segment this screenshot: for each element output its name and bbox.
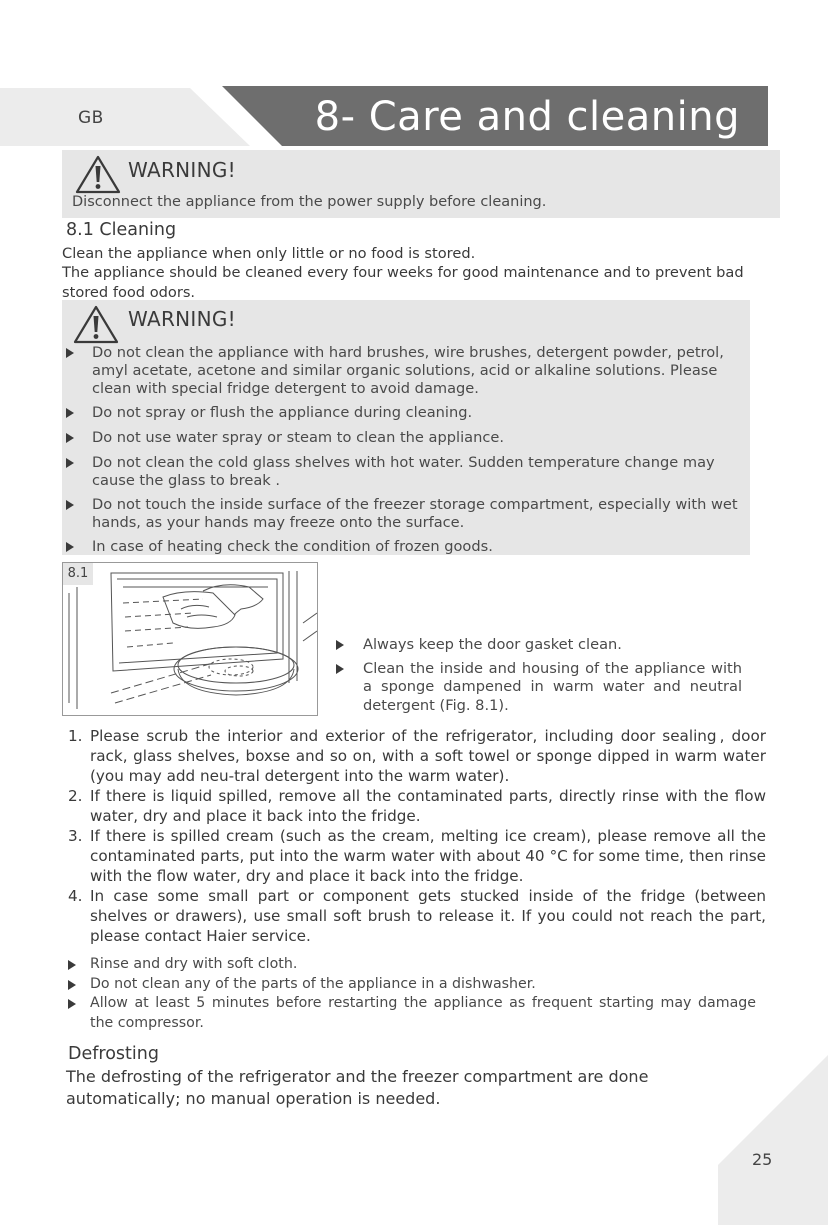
header-left-tab (0, 88, 250, 146)
figure-label: 8.1 (63, 563, 93, 585)
list-item: Always keep the door gasket clean. (332, 636, 742, 655)
side-instruction-list (332, 636, 742, 715)
page-number: 25 (752, 1150, 773, 1169)
warning-triangle-icon (72, 304, 120, 344)
list-item: 3. If there is spilled cream (such as the cream, melting ice cream), please remove all the contaminated parts, put into the warm water with about 40 °C for some time, then rinse with the flow water, dry and place it back into the fridge. (68, 827, 766, 885)
list-item: Do not clean any of the parts of the appliance in a dishwasher. (66, 975, 756, 995)
list-item: Do not spray or flush the appliance during cleaning. (62, 404, 750, 422)
bullet-arrow-icon (336, 664, 344, 674)
bullet-arrow-icon (66, 348, 74, 358)
bullet-arrow-icon (68, 980, 76, 990)
section-title: 8.1 Cleaning (66, 220, 177, 240)
warning-triangle-icon (74, 154, 122, 194)
bullet-arrow-icon (68, 999, 76, 1009)
bullet-arrow-icon (68, 960, 76, 970)
bullet-arrow-icon (336, 640, 344, 650)
list-item: Do not touch the inside surface of the freezer storage compartment, especially with wet hands, as your hands may freeze onto the surface. (62, 496, 750, 532)
page-title: 8- Care and cleaning (314, 94, 740, 140)
list-item: Do not use water spray or steam to clean the appliance. (62, 429, 750, 447)
list-item: 4. In case some small part or component gets stucked inside of the fridge (between shelves or drawers), use small soft brush to release it. If you could not reach the part, please contact Haier service. (68, 887, 766, 945)
bullet-arrow-icon (66, 433, 74, 443)
list-item: Allow at least 5 minutes before restarting the appliance as frequent starting may damage the compressor. (66, 994, 756, 1033)
warning-box-cleaning (62, 300, 750, 555)
region-label: GB (78, 108, 104, 128)
paragraph-intro: Clean the appliance when only little or no food is stored. (62, 245, 476, 262)
list-item: Rinse and dry with soft cloth. (66, 955, 756, 975)
list-item: Do not clean the appliance with hard brushes, wire brushes, detergent powder, petrol, amyl acetate, acetone and similar organic solutions, acid or alkaline solutions. Please clean with special fridge detergent to avoid damage. (62, 344, 750, 398)
bullet-arrow-icon (66, 458, 74, 468)
bullet-arrow-icon (66, 408, 74, 418)
list-item: Clean the inside and housing of the appliance with a sponge dampened in warm water and neutral detergent (Fig. 8.1). (332, 660, 742, 716)
bullet-arrow-icon (66, 500, 74, 510)
figure-cleaning-illustration (62, 562, 318, 716)
defrosting-title: Defrosting (68, 1044, 159, 1064)
list-item: Do not clean the cold glass shelves with hot water. Sudden temperature change may cause the glass to break . (62, 454, 750, 490)
warning-text: Disconnect the appliance from the power supply before cleaning. (72, 194, 547, 210)
list-item: In case of heating check the condition of frozen goods. (62, 538, 750, 556)
warning-list (62, 344, 750, 556)
list-item: 1. Please scrub the interior and exterior of the refrigerator, including door sealing , door rack, glass shelves, boxse and so on, with a soft towel or sponge dipped in warm water (you may add neu-tral detergent into the warm water). (68, 727, 766, 785)
page-corner-decoration (718, 1055, 828, 1225)
warning-box-power (62, 150, 780, 218)
warning-title: WARNING! (128, 158, 236, 182)
bullet-arrow-icon (66, 542, 74, 552)
cleaning-steps-list (66, 726, 766, 946)
warning-title: WARNING! (128, 307, 236, 331)
defrosting-text: The defrosting of the refrigerator and the freezer compartment are done automatically; no manual operation is needed. (66, 1067, 649, 1108)
cleaning-illustration (63, 563, 317, 715)
paragraph-frequency: The appliance should be cleaned every four weeks for good maintenance and to prevent bad stored food odors. (62, 264, 744, 301)
list-item: 2. If there is liquid spilled, remove all the contaminated parts, directly rinse with the flow water, dry and place it back into the fridge. (68, 787, 766, 825)
additional-tips-list (66, 955, 756, 1033)
